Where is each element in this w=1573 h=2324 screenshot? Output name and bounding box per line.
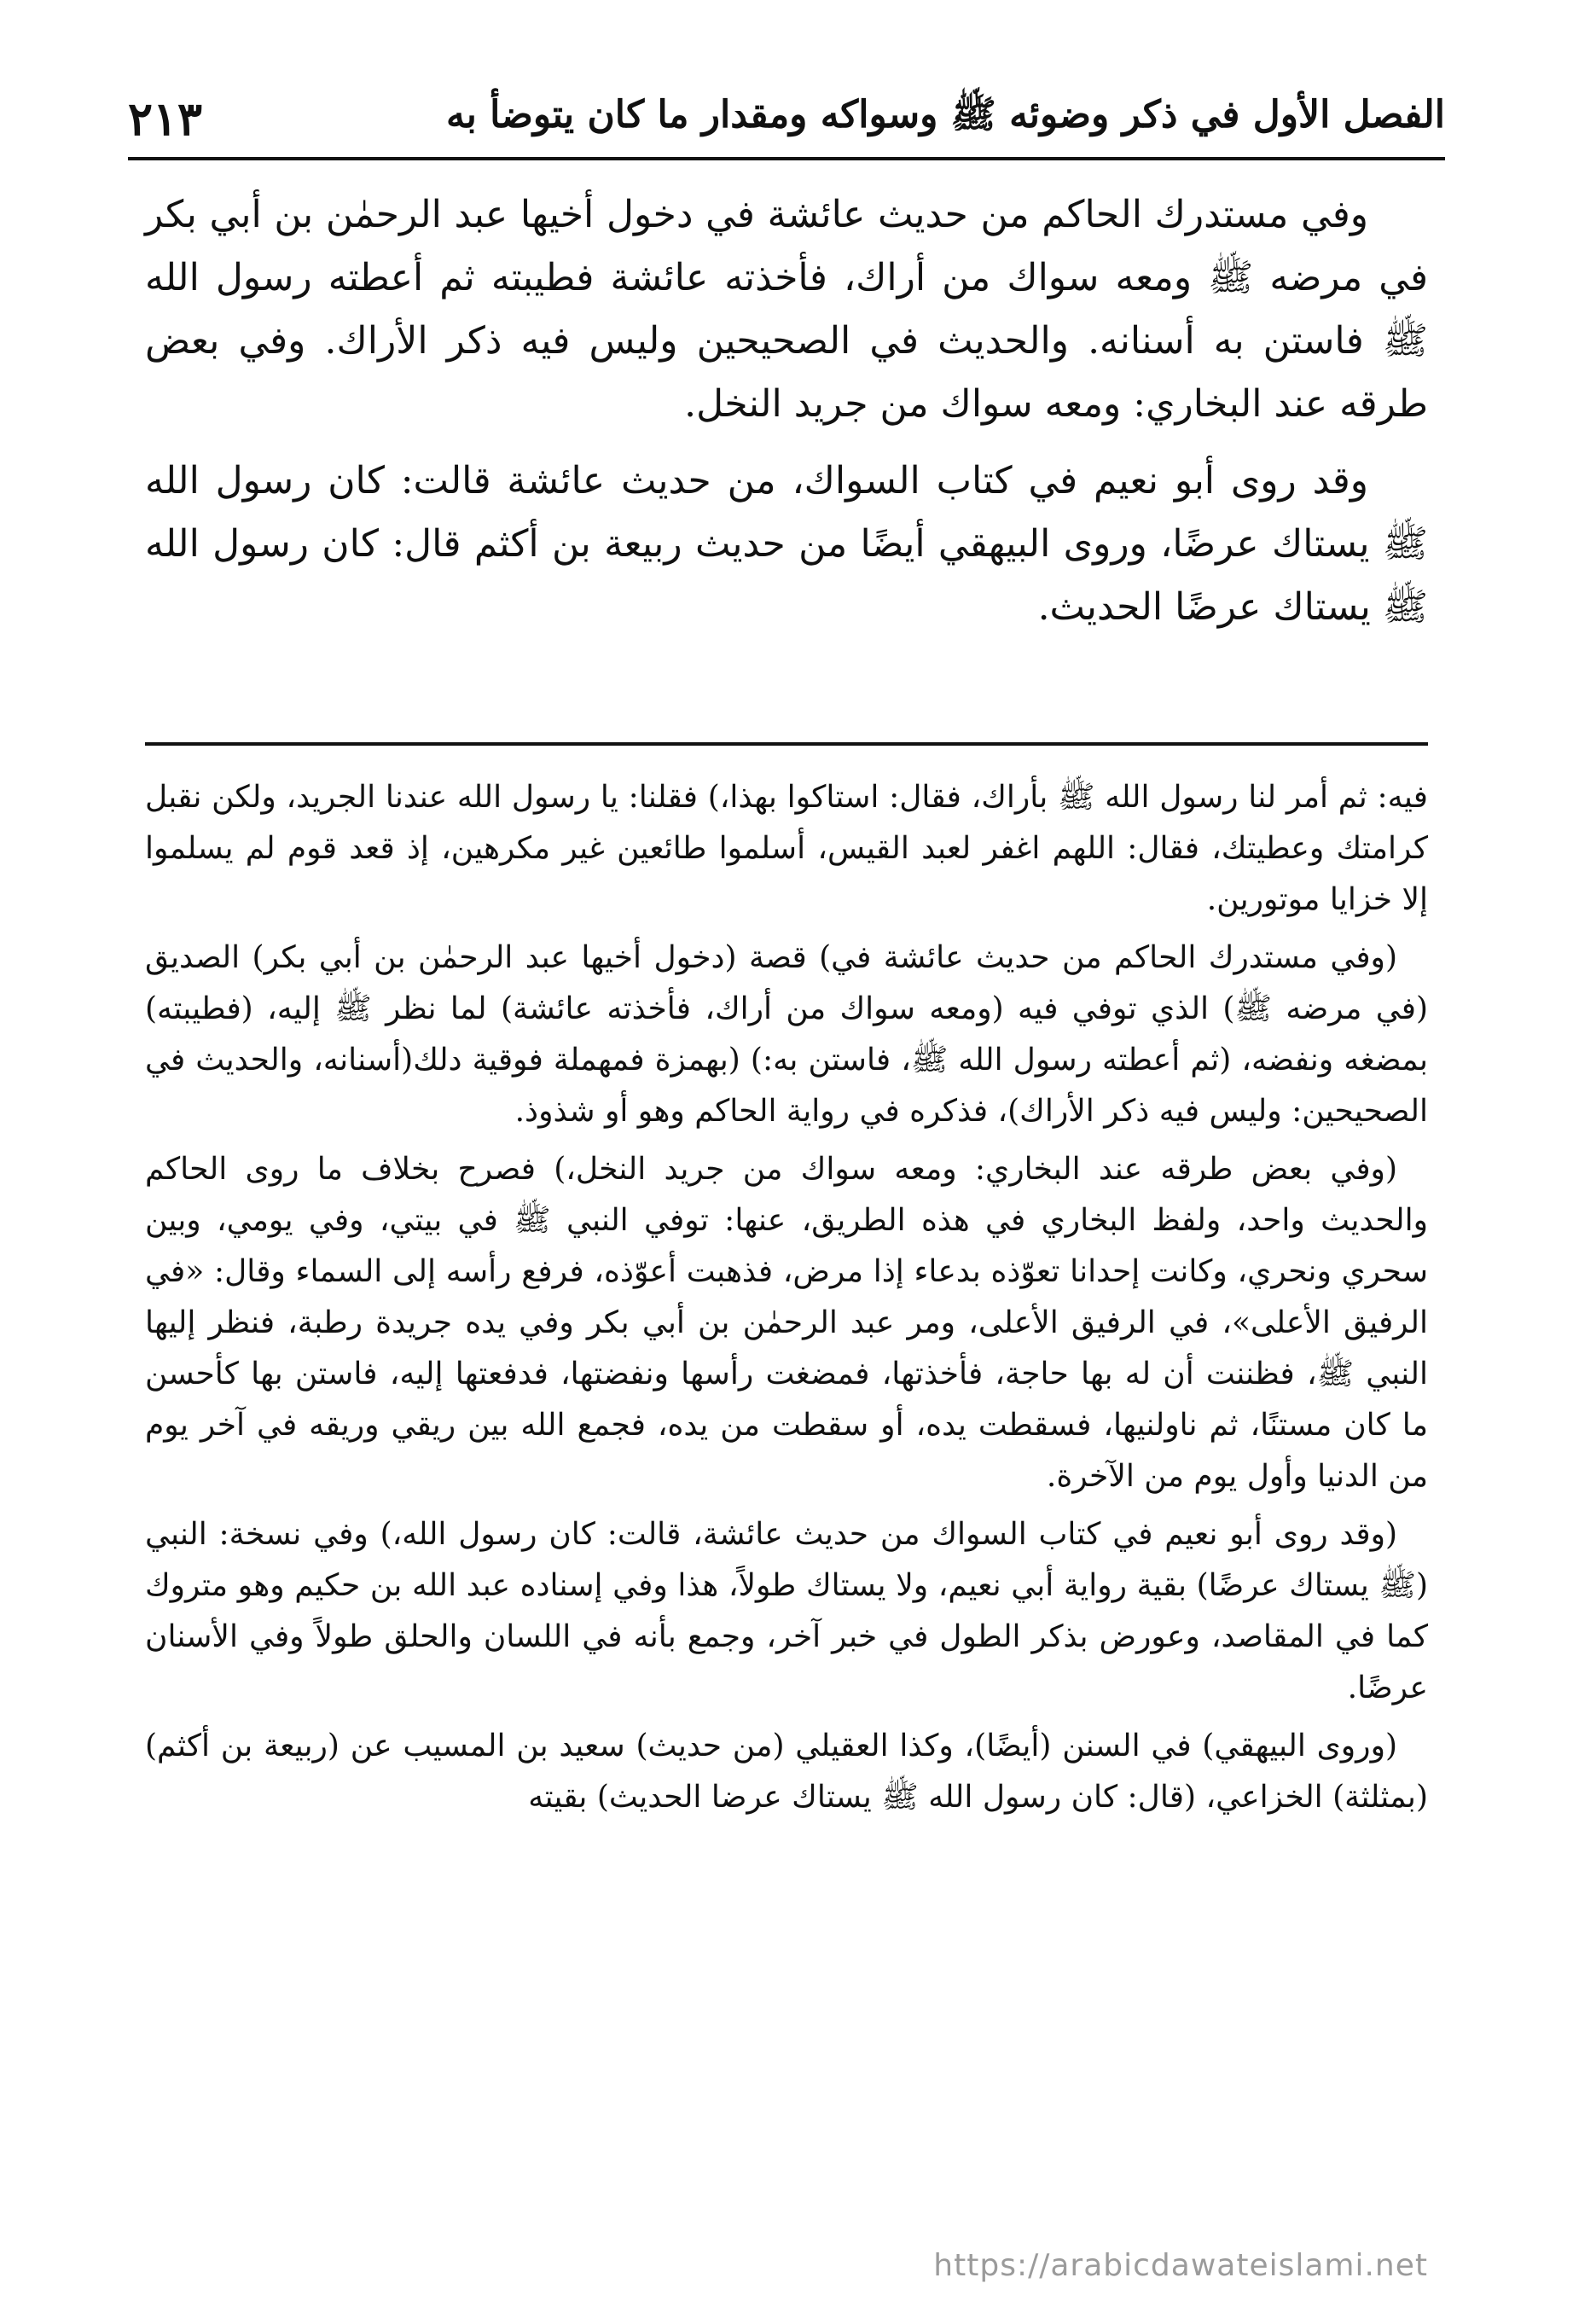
main-paragraph: وفي مستدرك الحاكم من حديث عائشة في دخول أخيها عبد الرحمٰن بن أبي بكر في مرضه ﷺ ومعه سواك من أراك، فأخذته عائشة فطيبته ثم أعطته رسول الله ﷺ فاستن به أسنانه. والحديث في الصحيحين وليس فيه ذكر الأراك. وفي بعض طرقه عند البخاري: ومعه سواك من جريد النخل. xyxy=(145,193,1428,426)
chapter-title: الفصل الأول في ذكر وضوئه ﷺ وسواكه ومقدار ما كان يتوضأ به xyxy=(445,93,1445,137)
commentary-paragraph: (وفي مستدرك الحاكم من حديث عائشة في) قصة (دخول أخيها عبد الرحمٰن بن أبي بكر) الصديق (في مرضه ﷺ) الذي توفي فيه (ومعه سواك من أراك، فأخذته عائشة) لما نظر ﷺ إليه، (فطيبته) بمضغه ونفضه، (ثم أعطته رسول الله ﷺ، فاستن به:) (بهمزة فمهملة فوقية دلك(أسنانه، والحديث في الصحيحين: وليس فيه ذكر الأراك)، فذكره في رواية الحاكم وهو أو شذوذ. xyxy=(145,940,1428,1129)
main-paragraph: وقد روى أبو نعيم في كتاب السواك، من حديث عائشة قالت: كان رسول الله ﷺ يستاك عرضًا، وروى البيهقي أيضًا من حديث ربيعة بن أكثم قال: كان رسول الله ﷺ يستاك عرضًا الحديث. xyxy=(145,459,1428,629)
commentary-paragraph: فيه: ثم أمر لنا رسول الله ﷺ بأراك، فقال: استاكوا بهذا،) فقلنا: يا رسول الله عندنا الجريد، ولكن نقبل كرامتك وعطيتك، فقال: اللهم اغفر لعبد القيس، أسلموا طائعين غير مكرهين، إذ قعد قوم لم يسلموا إلا خزايا موتورين. xyxy=(145,780,1428,917)
commentary-paragraph: (وفي بعض طرقه عند البخاري: ومعه سواك من جريد النخل،) فصرح بخلاف ما روى الحاكم والحديث واحد، ولفظ البخاري في هذه الطريق، عنها: توفي النبي ﷺ في بيتي، وفي يومي، وبين سحري ونحري، وكانت إحدانا تعوّذه بدعاء إذا مرض، فذهبت أعوّذه، فرفع رأسه إلى السماء وقال: «في الرفيق الأعلى»، في الرفيق الأعلى، ومر عبد الرحمٰن بن أبي بكر وفي يده جريدة رطبة، فنظر إليها النبي ﷺ، فظننت أن له بها حاجة، فأخذتها، فمضغت رأسها ونفضتها، فدفعتها إليه، فاستن بها كأحسن ما كان مستنًا، ثم ناولنيها، فسقطت يده، أو سقطت من يده، فجمع الله بين ريقي وريقه في آخر يوم من الدنيا وأول يوم من الآخرة. xyxy=(145,1152,1428,1494)
source-watermark: https://arabicdawateislami.net xyxy=(933,2248,1428,2283)
footnote-divider xyxy=(145,742,1428,746)
page-header xyxy=(128,80,1445,160)
commentary-paragraph: (وروى البيهقي) في السنن (أيضًا)، وكذا العقيلي (من حديث) سعيد بن المسيب عن (ربيعة بن أكثم) (بمثلثة) الخزاعي، (قال: كان رسول الله ﷺ يستاك عرضا الحديث) بقيته xyxy=(145,1728,1428,1815)
commentary-paragraph: (وقد روى أبو نعيم في كتاب السواك من حديث عائشة، قالت: كان رسول الله،) وفي نسخة: النبي (ﷺ يستاك عرضًا) بقية رواية أبي نعيم، ولا يستاك طولاً، هذا وفي إسناده عبد الله بن حكيم وهو متروك كما في المقاصد، وعورض بذكر الطول في خبر آخر، وجمع بأنه في اللسان والحلق طولاً وفي الأسنان عرضًا. xyxy=(145,1517,1428,1705)
page-number: ٢١٣ xyxy=(128,91,203,146)
main-text xyxy=(145,183,1428,729)
commentary-text xyxy=(145,772,1428,2171)
